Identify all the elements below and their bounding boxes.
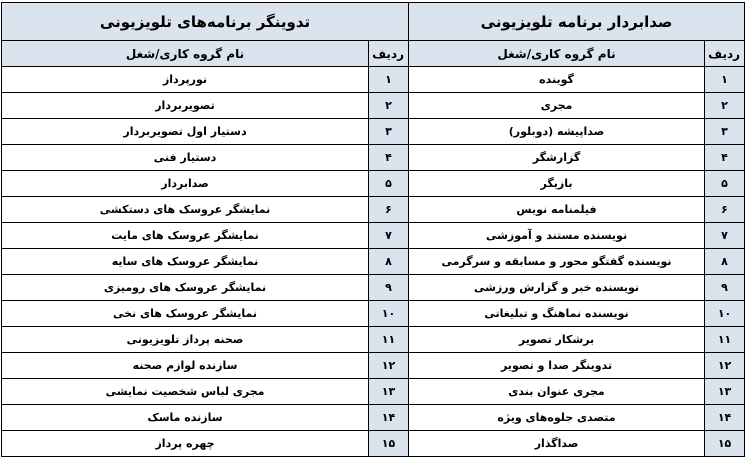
table-row — [2, 405, 745, 431]
right-row-name: بازیگر — [409, 171, 705, 197]
left-row-index: ١ — [369, 67, 409, 93]
table-row — [2, 275, 745, 301]
right-row-index: ١۵ — [705, 431, 745, 457]
jobs-table — [1, 2, 745, 457]
right-row-index: ٢ — [705, 93, 745, 119]
table-row — [2, 223, 745, 249]
right-col-name-header: نام گروه کاری/شغل — [409, 41, 705, 67]
table-row — [2, 171, 745, 197]
left-row-index: ٢ — [369, 93, 409, 119]
left-row-name: نمایشگر عروسک های دستکشی — [2, 197, 369, 223]
left-row-name: سازنده ماسک — [2, 405, 369, 431]
table-row — [2, 353, 745, 379]
right-row-index: ٩ — [705, 275, 745, 301]
right-row-index: ۵ — [705, 171, 745, 197]
table-row — [2, 249, 745, 275]
left-row-name: نمایشگر عروسک های سایه — [2, 249, 369, 275]
right-row-name: برشکار تصویر — [409, 327, 705, 353]
table-row — [2, 431, 745, 457]
table-row — [2, 119, 745, 145]
right-row-index: ١١ — [705, 327, 745, 353]
right-row-name: گزارشگر — [409, 145, 705, 171]
left-col-index-header: ردیف — [369, 41, 409, 67]
left-row-name: نمایشگر عروسک های مایت — [2, 223, 369, 249]
left-row-index: ٩ — [369, 275, 409, 301]
right-row-index: ٨ — [705, 249, 745, 275]
table-row — [2, 197, 745, 223]
right-row-index: ۶ — [705, 197, 745, 223]
left-row-index: ١٣ — [369, 379, 409, 405]
right-row-index: ١ — [705, 67, 745, 93]
table-row — [2, 301, 745, 327]
right-row-name: نویسنده خبر و گزارش ورزشی — [409, 275, 705, 301]
left-row-index: ٣ — [369, 119, 409, 145]
table-row — [2, 67, 745, 93]
column-header-row — [2, 41, 745, 67]
left-row-index: ١٢ — [369, 353, 409, 379]
right-row-name: تدوینگر صدا و تصویر — [409, 353, 705, 379]
jobs-table-container — [1, 2, 745, 457]
left-row-index: ١٠ — [369, 301, 409, 327]
right-row-name: مجری — [409, 93, 705, 119]
right-col-index-header: ردیف — [705, 41, 745, 67]
left-row-name: صدابردار — [2, 171, 369, 197]
left-row-index: ٧ — [369, 223, 409, 249]
right-row-index: ١۴ — [705, 405, 745, 431]
left-section-title: تدوینگر برنامه‌های تلویزیونی — [2, 3, 409, 41]
right-row-index: ١٠ — [705, 301, 745, 327]
right-row-name: متصدی جلوه‌های ویژه — [409, 405, 705, 431]
left-row-index: ٨ — [369, 249, 409, 275]
right-row-index: ٧ — [705, 223, 745, 249]
left-row-name: چهره پرداز — [2, 431, 369, 457]
right-row-name: صداگذار — [409, 431, 705, 457]
right-row-index: ٣ — [705, 119, 745, 145]
section-title-row — [2, 3, 745, 41]
left-row-index: ١١ — [369, 327, 409, 353]
left-row-name: دستیار اول تصویربردار — [2, 119, 369, 145]
right-row-name: فیلمنامه نویس — [409, 197, 705, 223]
left-row-name: نمایشگر عروسک های نخی — [2, 301, 369, 327]
table-row — [2, 379, 745, 405]
right-row-name: مجری عنوان بندی — [409, 379, 705, 405]
right-row-name: نویسنده نماهنگ و تبلیغاتی — [409, 301, 705, 327]
left-col-name-header: نام گروه کاری/شغل — [2, 41, 369, 67]
right-row-name: نویسنده مستند و آموزشی — [409, 223, 705, 249]
left-row-name: سازنده لوازم صحنه — [2, 353, 369, 379]
right-row-index: ۴ — [705, 145, 745, 171]
left-row-name: دستیار فنی — [2, 145, 369, 171]
left-row-name: نمایشگر عروسک های رومیزی — [2, 275, 369, 301]
left-row-name: صحنه پرداز تلویزیونی — [2, 327, 369, 353]
right-row-index: ١٣ — [705, 379, 745, 405]
table-row — [2, 327, 745, 353]
left-row-index: ١۵ — [369, 431, 409, 457]
left-row-index: ۶ — [369, 197, 409, 223]
left-row-name: مجری لباس شخصیت نمایشی — [2, 379, 369, 405]
left-row-index: ١۴ — [369, 405, 409, 431]
left-row-index: ۵ — [369, 171, 409, 197]
right-row-name: صداپیشه (دوبلور) — [409, 119, 705, 145]
table-row — [2, 145, 745, 171]
left-row-name: نورپرداز — [2, 67, 369, 93]
right-section-title: صدابردار برنامه تلویزیونی — [409, 3, 745, 41]
table-row — [2, 93, 745, 119]
left-row-index: ۴ — [369, 145, 409, 171]
right-row-index: ١٢ — [705, 353, 745, 379]
right-row-name: گوینده — [409, 67, 705, 93]
left-row-name: تصویربردار — [2, 93, 369, 119]
right-row-name: نویسنده گفتگو محور و مسابقه و سرگرمی — [409, 249, 705, 275]
